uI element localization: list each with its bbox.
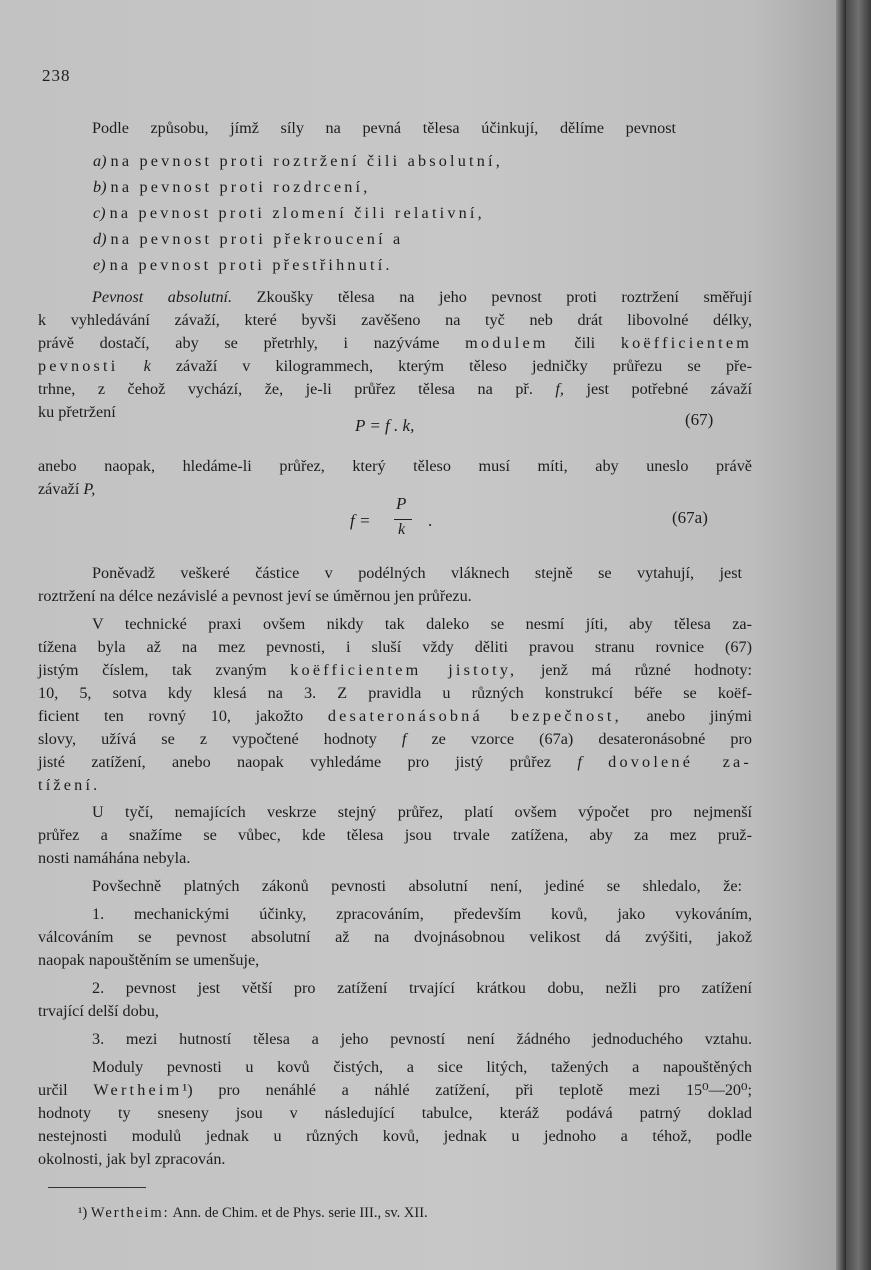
list-letter: e): [93, 256, 106, 274]
list-text: na pevnost proti roztržení čili absolutní,: [110, 152, 503, 170]
footnote-ref: ¹): [182, 1081, 193, 1099]
equation-dot: .: [428, 511, 433, 530]
paragraph-line: k vyhledávání závaží, které byvši zavěšeno na tyč neb drát libovolné délky,: [38, 311, 752, 329]
paragraph-line: pevnosti k závaží v kilogrammech, kterým těleso jedničky průřezu se pře-: [38, 357, 753, 375]
paragraph-line: nestejnosti modulů jednak u různých kovů, jednak u jednoho a téhož, podle: [38, 1127, 752, 1145]
numbered-item-line: 1. mechanickými účinky, zpracováním, především kovů, jako vykováním,: [92, 905, 752, 923]
paragraph-line: 10, 5, sotva kdy klesá na 3. Z pravidla u různých konstrukcí béře se koëf-: [38, 684, 752, 702]
paragraph-line: okolnosti, jak byl zpracován.: [38, 1150, 226, 1168]
list-text: na pevnost proti zlomení čili relativní,: [109, 204, 485, 222]
footnote-rule: [48, 1187, 146, 1188]
fraction-denominator: k: [398, 521, 406, 538]
paragraph-line: U tyčí, nemajících veskrze stejný průřez, platí ovšem výpočet pro nejmenší: [92, 803, 752, 821]
equation-number: (67): [685, 410, 714, 429]
paragraph-line: roztržení na délce nezávislé a pevnost jeví se úměrnou jen průřezu.: [38, 587, 472, 605]
paragraph-line: trhne, z čehož vychází, že, je-li průřez tělesa na př. f, jest potřebné závaží: [38, 380, 752, 398]
list-text: na pevnost proti rozdrcení,: [110, 178, 371, 196]
numbered-item-line: trvající delší dobu,: [38, 1002, 159, 1020]
numbered-item-line: naopak napouštěním se umenšuje,: [38, 951, 260, 969]
paragraph-line: průřez a snažíme se vůbec, kde tělesa jsou trvale zatížena, aby za mez pruž-: [38, 826, 752, 844]
page-number: 238: [42, 66, 71, 85]
fraction: [380, 494, 433, 550]
list-item: [93, 255, 393, 275]
paragraph-line: právě dostačí, aby se přetrhly, i nazýváme modulem čili koëfficientem: [38, 334, 753, 352]
paragraph-line: jisté zatížení, anebo naopak vyhledáme pro jistý průřez f dovolené za-: [38, 753, 752, 771]
paragraph-line: ficient ten rovný 10, jakožto desateronásobná bezpečnost, anebo jinými: [38, 707, 752, 725]
list-letter: b): [93, 178, 107, 196]
equation-67a-lhs: f =: [350, 511, 371, 530]
equation-67: P = f . k,: [355, 416, 415, 435]
footnote: ¹) Wertheim: Ann. de Chim. et de Phys. serie III., sv. XII.: [78, 1205, 428, 1221]
paragraph-line: Moduly pevnosti u kovů čistých, a sice litých, tažených a napouštěných: [92, 1058, 752, 1076]
list-item: [93, 151, 503, 171]
paragraph-line: nosti namáhána nebyla.: [38, 849, 191, 867]
paragraph-line: určil Wertheim¹) pro nenáhlé a náhlé zatížení, při teplotě mezi 15⁰—20⁰;: [38, 1081, 752, 1099]
paragraph-line: ku přetržení: [38, 403, 116, 421]
list-text: na pevnost proti překroucení a: [110, 230, 404, 248]
paragraph-line: anebo naopak, hledáme-li průřez, který těleso musí míti, aby uneslo právě: [38, 457, 752, 475]
list-letter: c): [93, 204, 106, 222]
list-item: [93, 203, 485, 223]
list-item: [93, 229, 403, 249]
paragraph-line: Poněvadž veškeré částice v podélných vláknech stejně se vytahují, jest: [92, 564, 742, 582]
paragraph-line: Povšechně platných zákonů pevnosti absolutní není, jediné se shledalo, že:: [92, 877, 742, 895]
paragraph-line: závaží P,: [38, 480, 96, 498]
section-heading: Pevnost absolutní.: [92, 288, 233, 306]
book-edge: [846, 0, 871, 1270]
page-binding-shadow: [836, 0, 846, 1270]
paragraph-line: tížení.: [38, 776, 101, 794]
numbered-item-line: 2. pevnost jest větší pro zatížení trvající krátkou dobu, nežli pro zatížení: [92, 979, 752, 997]
paragraph-line: jistým číslem, tak zvaným koëfficientem jistoty, jenž má různé hodnoty:: [38, 661, 752, 679]
numbered-item-line: válcováním se pevnost absolutní až na dvojnásobnou velikost dá zvýšiti, jakož: [38, 928, 752, 946]
list-item: [93, 177, 370, 197]
list-text: na pevnost proti přestřihnutí.: [109, 256, 393, 274]
intro-line: Podle způsobu, jímž síly na pevná tělesa účinkují, dělíme pevnost: [92, 119, 676, 137]
paragraph-line: tížena byla až na mez pevnosti, i sluší vždy děliti pravou stranu rovnice (67): [38, 638, 752, 656]
fraction-bar: [394, 519, 412, 520]
paragraph-line: slovy, užívá se z vypočtené hodnoty f ze vzorce (67a) desateronásobné pro: [38, 730, 753, 748]
numbered-item-line: 3. mezi hutností tělesa a jeho pevností není žádného jednoduchého vztahu.: [92, 1030, 752, 1048]
list-letter: d): [93, 230, 107, 248]
paragraph-line: hodnoty ty sneseny jsou v následující tabulce, kteráž podává patrný doklad: [38, 1104, 752, 1122]
paragraph-line: V technické praxi ovšem nikdy tak daleko se nesmí jíti, aby tělesa za-: [92, 615, 752, 633]
fraction-numerator: P: [396, 494, 407, 513]
list-letter: a): [93, 152, 107, 170]
paragraph-line: Pevnost absolutní. Zkoušky tělesa na jeho pevnost proti roztržení směřují: [92, 288, 752, 306]
equation-number: (67a): [672, 508, 708, 527]
